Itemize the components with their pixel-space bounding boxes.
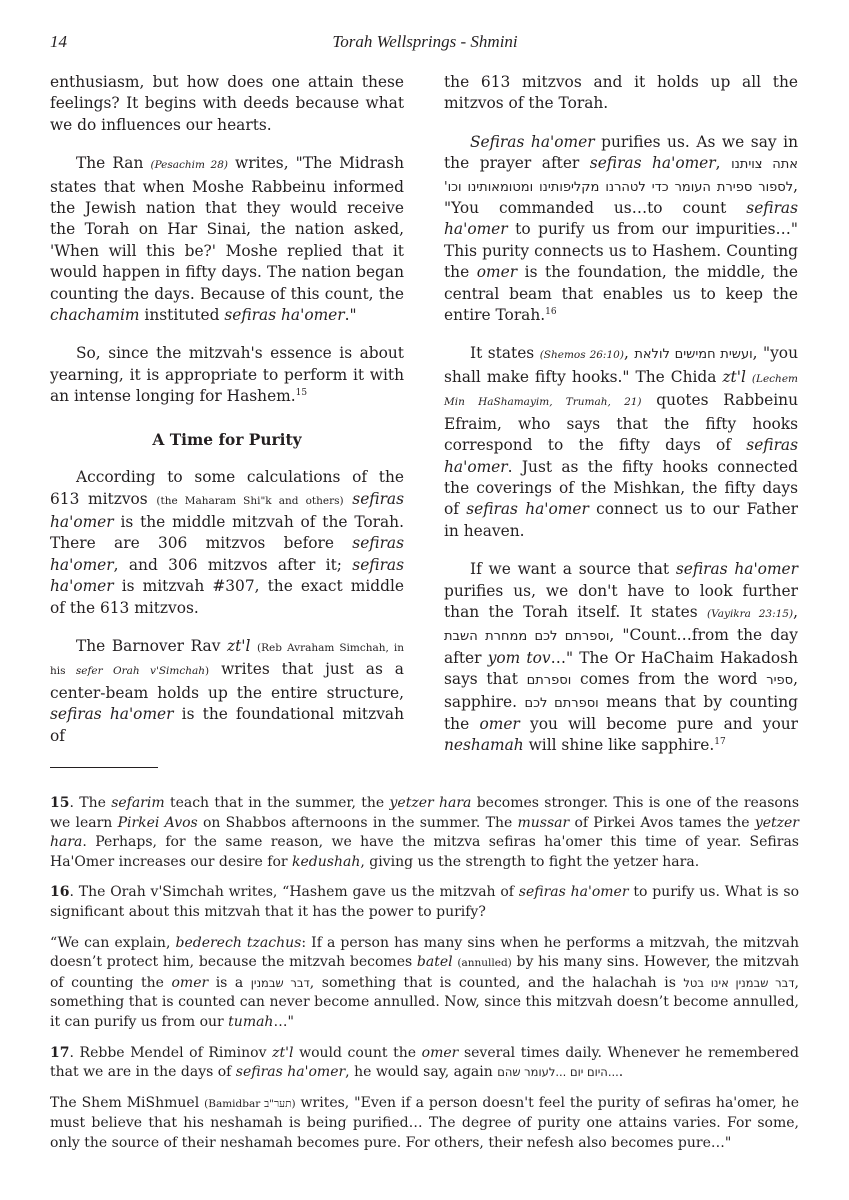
footnote-number: 15 [50,795,70,811]
running-header [50,28,800,56]
footnote-ref: 16 [545,307,557,318]
paragraph: It states (Shemos 26:10), ועשית חמישים לולאת, "you shall make fifty hooks." The Chida zt'l (Lechem Min HaShamayim, Trumah, 21) quotes Rabbeinu Efraim, who says that the fifty hooks correspond to the fifty days of sefiras ha'omer. Just as the fifty hooks connected the coverings of the Mishkan, the fifty days of sefiras ha'omer connect us to our Father in heaven. [444,344,798,540]
hebrew-text: ועשית חמישים לולאת [634,347,753,363]
paragraph: The Ran (Pesachim 28) writes, "The Midrash states that when Moshe Rabbeinu informed the Jewish nation that they would receive the Torah on Har Sinai, the nation asked, 'When will this be?' Moshe replied that it would happen in fifty days. The nation began counting the days. Because of this count, the chachamim instituted sefiras ha'omer." [50,154,404,325]
section-heading: A Time for Purity [152,430,302,449]
footnotes [50,794,799,1165]
footnote-number: 16 [50,884,70,901]
paragraph: Sefiras ha'omer purifies us. As we say in the prayer after sefiras ha'omer, אתה צויתנו לספור ספירת העומר כדי לטהרנו מקליפותינו ומטומאותינו וכו', "You commanded us…to count sefiras ha'omer to purify us from our impurities…" This purity connects us to Hashem. Counting the omer is the foundation, the middle, the central beam that enables us to keep the entire Torah.$^{16}$ [444,132,798,325]
footnote-16: 16. The Orah v'Simchah writes, “Hashem gave us the mitzvah of sefiras ha'omer to purify us. What is so significant about this mitzvah that it has the power to purify? [50,884,800,920]
paragraph: According to some calculations of the 613 mitzvos (the Maharam Shi"k and others) sefiras ha'omer is the middle mitzvah of the Torah. There are 306 mitzvos before sefiras ha'omer, and 306 mitzvos after it; sefiras ha'omer is mitzvah #307, the exact middle of the 613 mitzvos. [50,468,404,617]
footnote-ref: 17 [714,737,726,748]
hebrew-text: וספרתם לכם [524,695,599,711]
right-column [444,72,798,774]
running-title: Torah Wellsprings - Shmini [332,32,518,51]
footnote-ref: 15 [295,388,308,399]
hebrew-text: וספרתם לכם ממחרת השבת [444,629,610,645]
left-column [50,72,404,764]
footnote-separator [50,767,158,768]
hebrew-text: אתה צויתנו לספור ספירת העומר כדי לטהרנו מקליפותינו ומטומאותינו וכו' [444,157,798,195]
paragraph: So, since the mitzvah's essence is about yearning, it is appropriate to perform it with an intense longing for Hashem.$^{15}$ [50,344,404,406]
footnote-17-continued: The Shem MiShmuel (Bamidbar תער"ב) writes, "Even if a person doesn't feel the purity of sefiras ha'omer, he must believe that his neshamah is being purified… The degree of purity one attains varies. For some, only the source of their neshamah becomes pure. For others, their nefesh also becomes pure…" [50,1094,799,1151]
hebrew-text: דבר שבמנין אינו בטל [683,975,795,990]
hebrew-text: ...היום יום ...לעומר שהם [497,1065,619,1080]
footnote-17: 17. Rebbe Mendel of Riminov zt'l would count the omer several times daily. Whenever he remembered that we are in the days of sefiras ha'omer, he would say, again ...היום יום ...לעומר שהם. [50,1044,799,1081]
footnote-16-continued: “We can explain, bederech tzachus: If a person has many sins when he performs a mitzvah, the mitzvah doesn’t protect him, because the mitzvah becomes batel (annulled) by his many sins. However, the mitzvah of counting the omer is a דבר שבמנין, something that is counted, and the halachah is דבר שבמנין אינו בטל, something that is counted can never become annulled. Now, since this mitzvah doesn’t become annulled, it can purify us from our tumah…" [50,934,800,1030]
paragraph: the 613 mitzvos and it holds up all the mitzvos of the Torah. [444,73,798,113]
paragraph: If we want a source that sefiras ha'omer purifies us, we don't have to look further than the Torah itself. It states (Vayikra 23:15), וספרתם לכם ממחרת השבת, "Count…from the day after yom tov…" The Or HaChaim Hakadosh says that וספרתם comes from the word ספיר, sapphire. וספרתם לכם means that by counting the omer you will become pure and your neshamah will shine like sapphire.$^{17}$ [444,560,799,755]
page-number: 14 [50,32,67,51]
hebrew-text: דבר שבמנין [250,975,310,990]
paragraph: The Barnover Rav zt'l (Reb Avraham Simchah, in his sefer Orah v'Simchah) writes that just as a center-beam holds up the entire structure, sefiras ha'omer is the foundational mitzvah of [50,636,404,745]
paragraph: enthusiasm, but how does one attain these feelings? It begins with deeds because what we do influences our hearts. [50,73,404,134]
hebrew-text: וספרתם [526,673,572,689]
hebrew-text: ספיר [766,673,794,689]
footnote-number: 17 [50,1044,70,1061]
footnote-15: 15. The sefarim teach that in the summer, the yetzer hara becomes stronger. This is one of the reasons we learn Pirkei Avos on Shabbos afternoons in the summer. The mussar of Pirkei Avos tames the yetzer hara. Perhaps, for the same reason, we have the mitzva sefiras ha'omer this time of year. Sefiras Ha'Omer increases our desire for kedushah, giving us the strength to fight the yetzer hara. [50,795,800,870]
